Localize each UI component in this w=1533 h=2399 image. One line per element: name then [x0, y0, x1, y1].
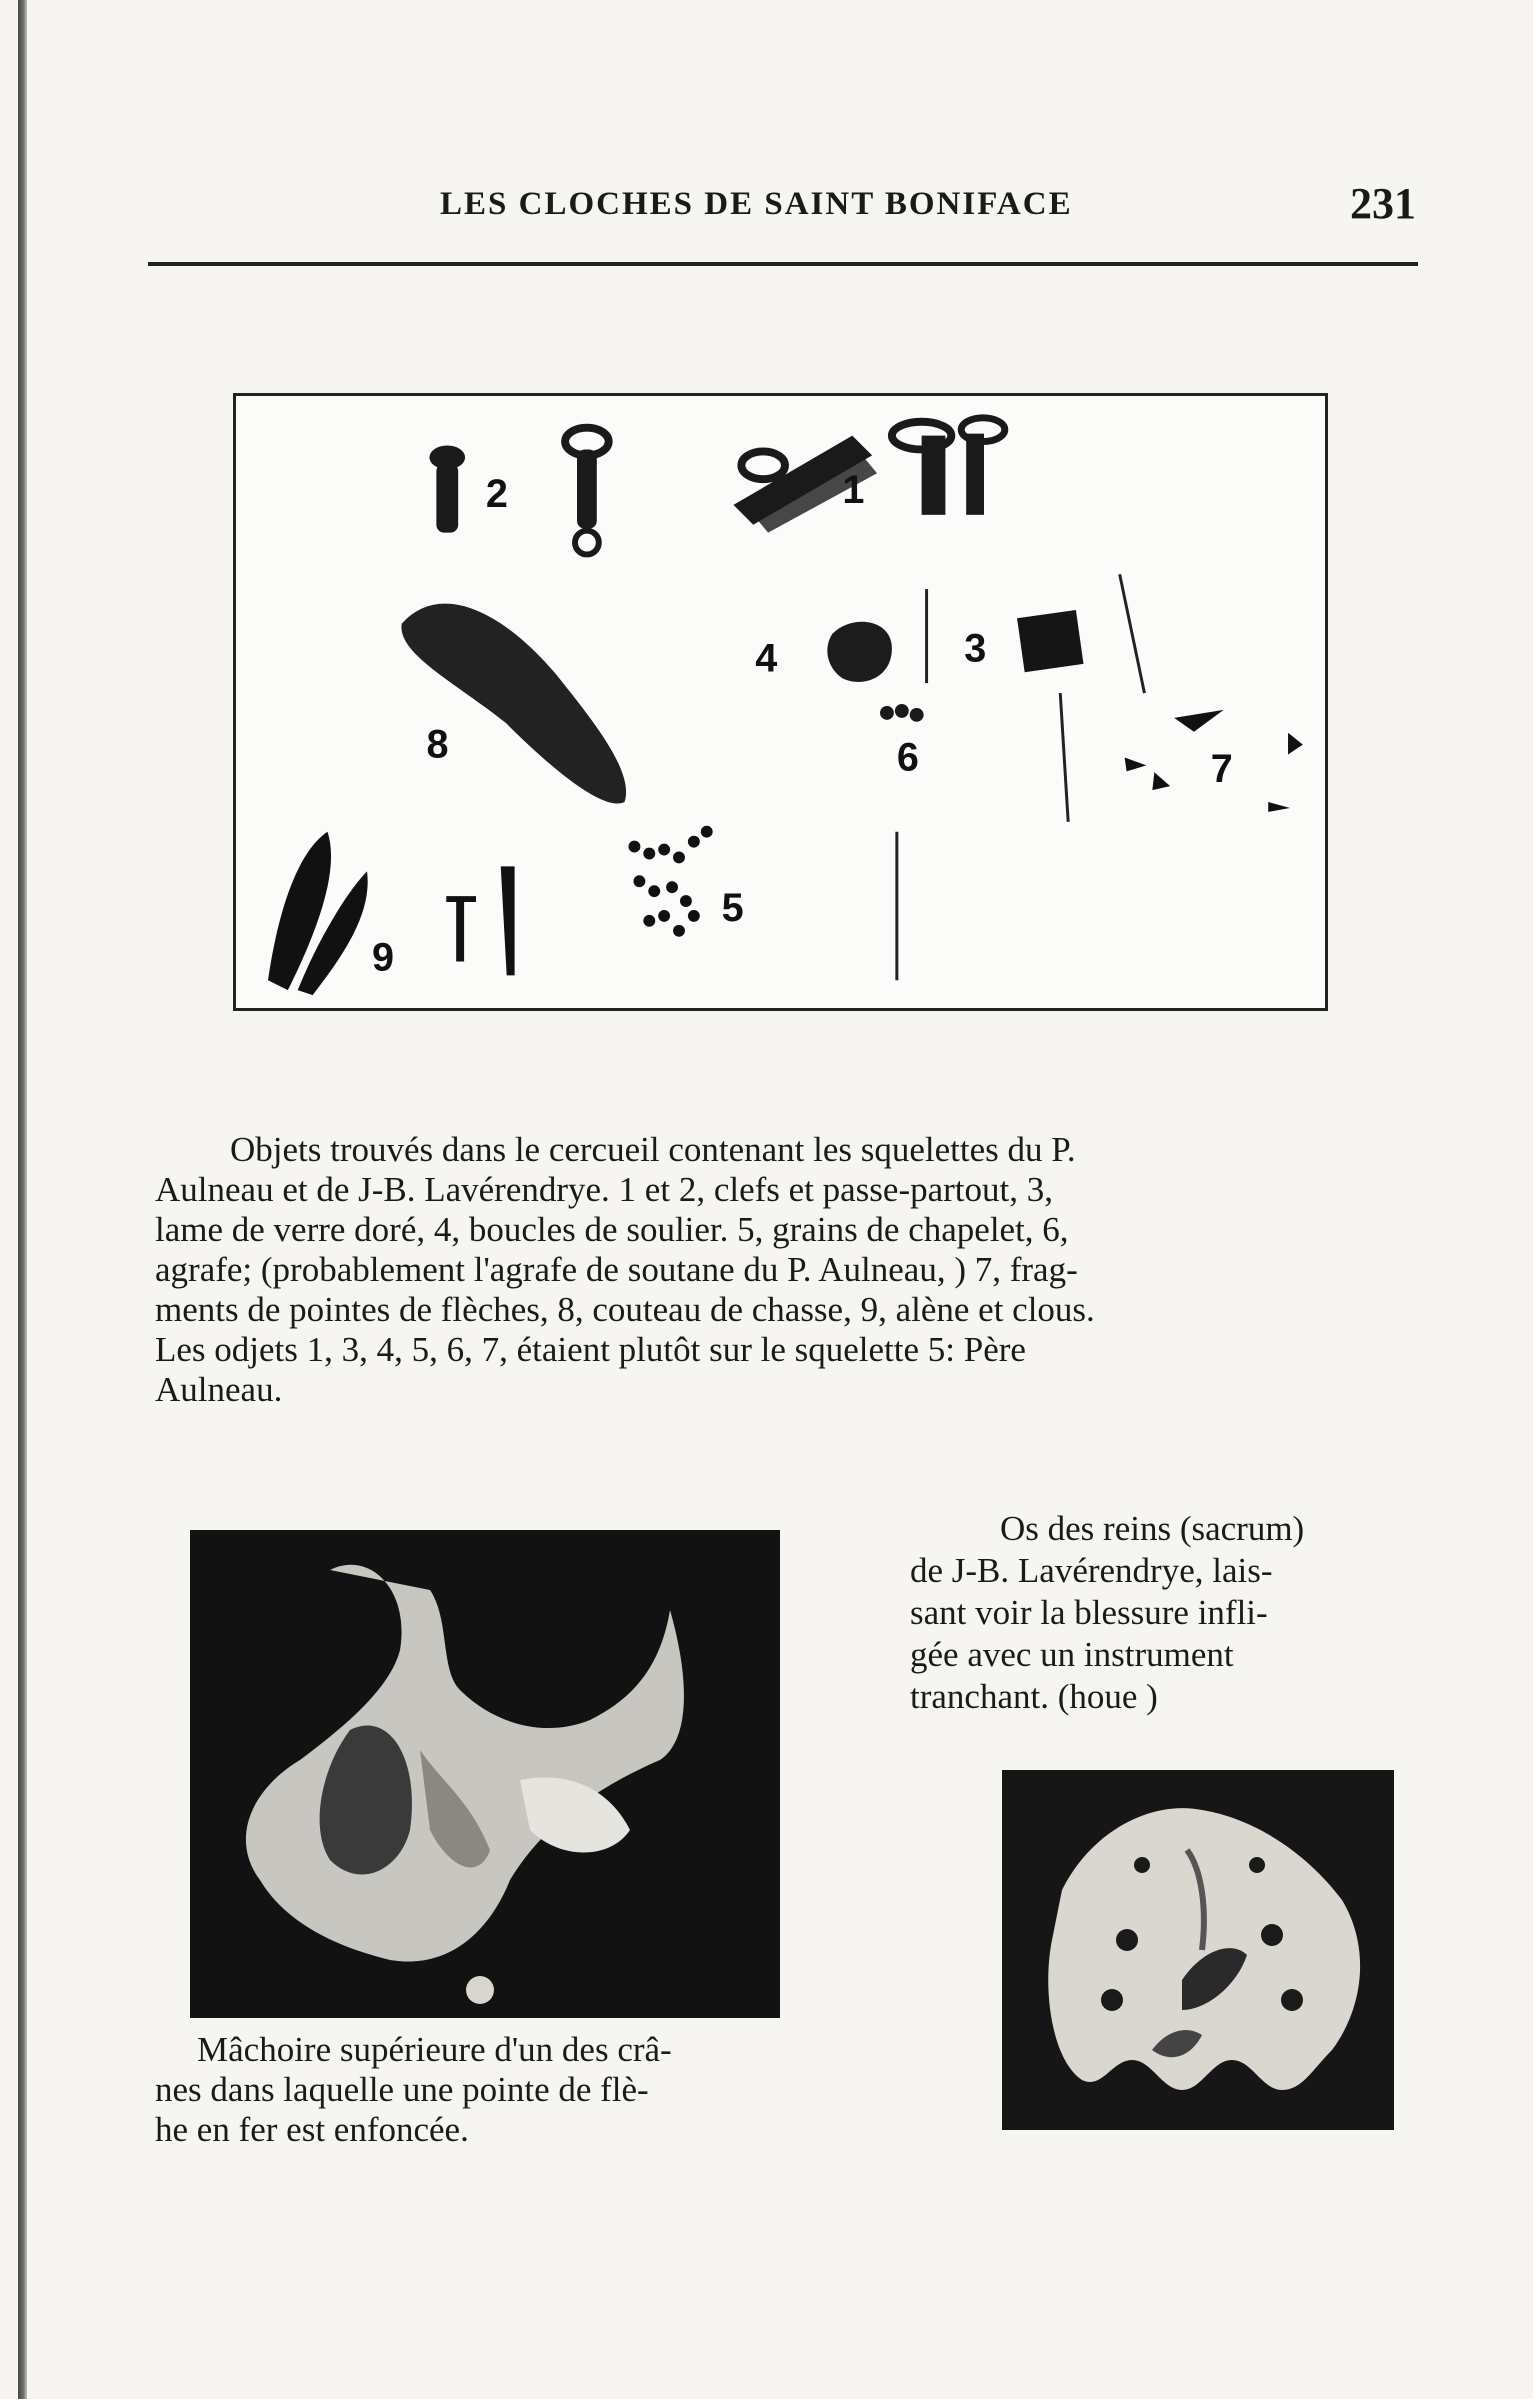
buckle-shape	[827, 622, 892, 682]
object-label-6: 6	[896, 735, 919, 780]
caption-line: Les odjets 1, 3, 4, 5, 6, 7, étaient plutôt sur le squelette 5: Père	[155, 1330, 1026, 1369]
hunting-knife-shape	[401, 604, 626, 804]
caption-line: gée avec un instrument	[910, 1635, 1234, 1674]
caption-line: Objets trouvés dans le cercueil contenant les squelettes du P.	[230, 1130, 1076, 1169]
caption-line: sant voir la blessure infli-	[910, 1593, 1268, 1632]
caption-line: Aulneau.	[155, 1370, 283, 1409]
upper-jaw-illustration	[190, 1530, 780, 2018]
caption-line: nes dans laquelle une pointe de flè-	[155, 2070, 649, 2109]
object-label-5: 5	[721, 885, 744, 930]
running-header-title: LES CLOCHES DE SAINT BONIFACE	[440, 186, 1073, 222]
object-label-1: 1	[842, 467, 865, 512]
jaw-caption	[155, 2030, 815, 2150]
caption-line: de J-B. Lavérendrye, lais-	[910, 1551, 1273, 1590]
caption-line: lame de verre doré, 4, boucles de soulier. 5, grains de chapelet, 6,	[155, 1210, 1069, 1249]
sacrum-photo	[1002, 1770, 1394, 2130]
caption-line: Os des reins (sacrum)	[1000, 1509, 1305, 1548]
header-rule	[148, 262, 1418, 266]
objects-caption	[155, 1130, 1421, 1410]
page-number: 231	[1350, 179, 1416, 228]
caption-line: agrafe; (probablement l'agrafe de soutane du P. Aulneau, ) 7, frag-	[155, 1250, 1078, 1289]
objects-photo-plate	[233, 393, 1328, 1011]
sacrum-illustration	[1002, 1770, 1394, 2130]
rosary-beads	[628, 826, 712, 937]
caption-line: Aulneau et de J-B. Lavérendrye. 1 et 2, clefs et passe-partout, 3,	[155, 1170, 1054, 1209]
glass-blade-shape	[1017, 610, 1083, 672]
page-binding-edge	[18, 0, 27, 2399]
objects-photo-illustration	[236, 396, 1325, 1008]
caption-line: ments de pointes de flèches, 8, couteau de chasse, 9, alène et clous.	[155, 1290, 1095, 1329]
sacrum-caption	[910, 1508, 1420, 1718]
caption-line: Mâchoire supérieure d'un des crâ-	[197, 2030, 672, 2069]
keys-group	[429, 418, 1004, 555]
object-label-9: 9	[372, 935, 395, 980]
upper-jaw-photo	[190, 1530, 780, 2018]
caption-line: tranchant. (houe )	[910, 1677, 1158, 1716]
object-label-8: 8	[426, 722, 449, 767]
clasp-shape	[880, 704, 924, 722]
object-label-4: 4	[755, 636, 778, 681]
caption-line: he en fer est enfoncée.	[155, 2110, 469, 2149]
object-label-3: 3	[964, 626, 987, 671]
object-label-2: 2	[485, 471, 508, 516]
object-label-7: 7	[1210, 747, 1233, 792]
